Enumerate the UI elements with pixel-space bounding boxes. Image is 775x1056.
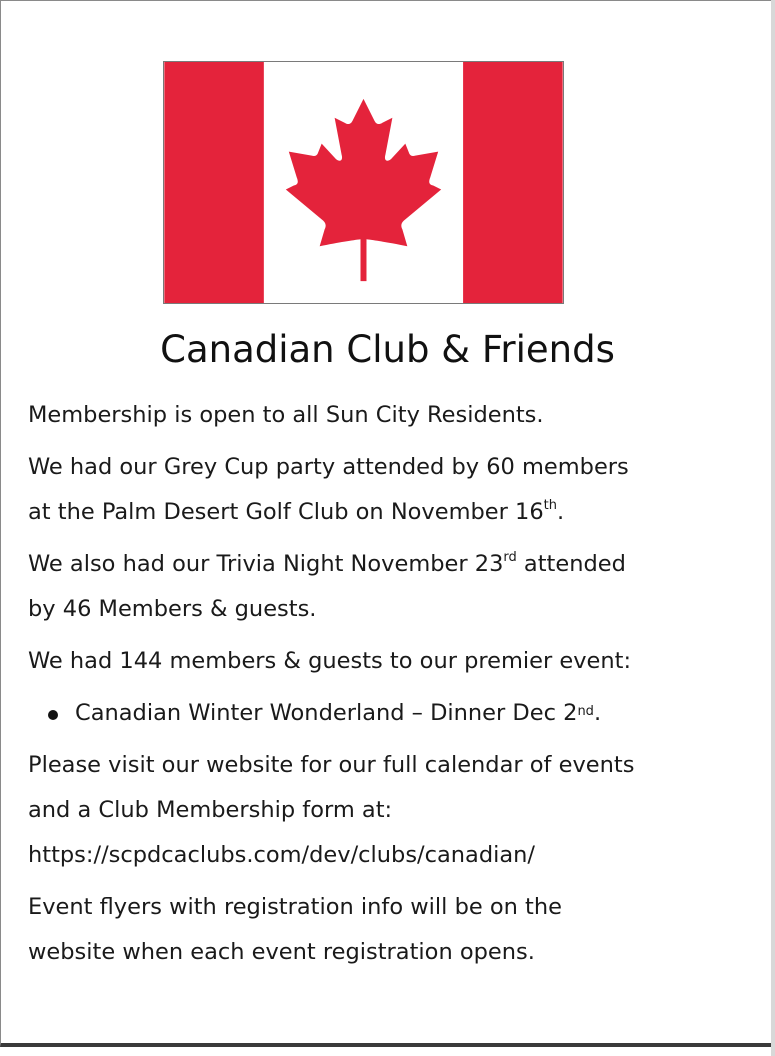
flyer-body <box>28 393 768 975</box>
winter-wonderland-period: . <box>593 700 602 726</box>
flag-left-band <box>164 62 264 303</box>
website-paragraph <box>28 743 768 878</box>
grey-cup-paragraph <box>28 445 768 535</box>
list-item: Canadian Winter Wonderland – Dinner Dec 2 $^{nd}$ . <box>28 691 768 736</box>
trivia-ordinal: rd <box>503 549 517 565</box>
page-edge <box>771 0 775 1056</box>
website-line2: and a Club Membership form at: <box>28 797 393 823</box>
membership-paragraph <box>28 393 768 438</box>
winter-wonderland-text: Canadian Winter Wonderland – Dinner Dec 2 <box>75 700 578 726</box>
membership-text: Membership is open to all Sun City Residents. <box>28 402 544 428</box>
canada-flag-image <box>163 61 564 304</box>
flyers-paragraph <box>28 885 768 975</box>
page-title: Canadian Club & Friends <box>160 328 615 371</box>
website-url: https://scpdcaclubs.com/dev/clubs/canadian/ <box>28 842 535 868</box>
trivia-line1-end: attended <box>516 551 626 577</box>
grey-cup-line2: at the Palm Desert Golf Club on November 16 <box>28 499 544 525</box>
trivia-line2: by 46 Members & guests. <box>28 596 317 622</box>
grey-cup-ordinal: th <box>543 497 557 513</box>
canada-flag-svg <box>164 62 563 303</box>
premier-event-paragraph <box>28 639 768 684</box>
flag-right-band <box>463 62 563 303</box>
trivia-line1-start: We also had our Trivia Night November 23 <box>28 551 504 577</box>
flyers-line2: website when each event registration opens. <box>28 939 535 965</box>
bullet-icon <box>48 710 58 720</box>
flyers-line1: Event flyers with registration info will be on the <box>28 894 562 920</box>
grey-cup-period: . <box>557 499 565 525</box>
premier-event-text: We had 144 members & guests to our premier event: <box>28 648 632 674</box>
website-line1: Please visit our website for our full calendar of events <box>28 752 635 778</box>
grey-cup-line1: We had our Grey Cup party attended by 60 members <box>28 454 629 480</box>
trivia-paragraph <box>28 542 768 632</box>
